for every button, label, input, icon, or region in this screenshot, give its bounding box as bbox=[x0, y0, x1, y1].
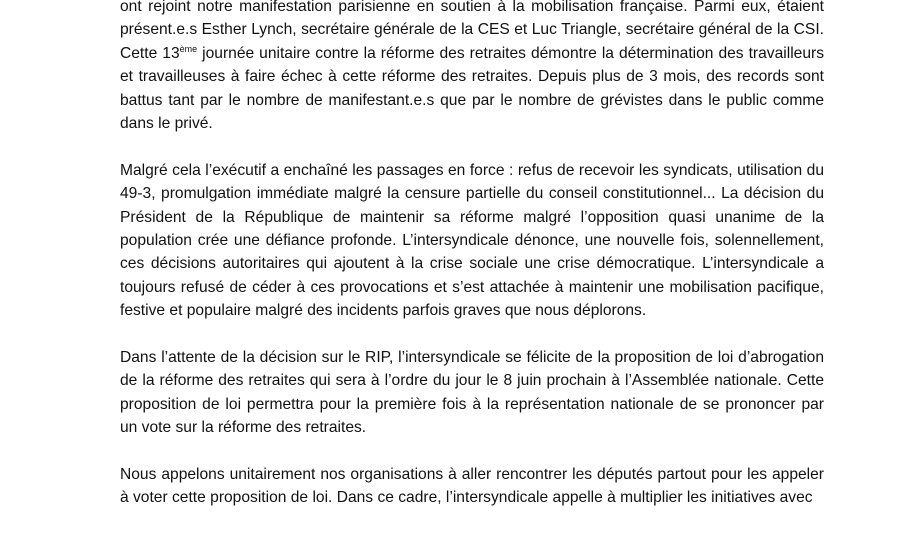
text-line: Président de la République de maintenir sa réforme malgré l’opposition quasi unanime de la bbox=[120, 208, 824, 226]
text-line: dans le privé. bbox=[120, 114, 213, 132]
text-line: 49-3, promulgation immédiate malgré la censure partielle du conseil constitutionnel... La décision du bbox=[120, 185, 824, 203]
text-line: population crée une défiance profonde. L’intersyndicale dénonce, une nouvelle fois, solennellement, bbox=[120, 231, 824, 249]
text-line: ces décisions autoritaires qui ajoutent à la crise sociale une crise démocratique. L’intersyndicale a bbox=[120, 255, 824, 273]
text-line bbox=[120, 42, 824, 65]
text-line: Dans l’attente de la décision sur le RIP, l’intersyndicale se félicite de la proposition de loi d’abrogation bbox=[120, 348, 824, 366]
document-body bbox=[120, 0, 824, 533]
text-line: ont rejoint notre manifestation parisienne en soutien à la mobilisation française. Parmi eux, étaient bbox=[120, 0, 824, 15]
line-text-before: Cette 13 bbox=[120, 44, 180, 62]
paragraph-4 bbox=[120, 463, 824, 510]
text-line: Nous appelons unitairement nos organisations à aller rencontrer les députés partout pour les appeler bbox=[120, 465, 824, 483]
ordinal-superscript: ème bbox=[179, 43, 198, 54]
text-line: battus tant par le nombre de manifestant.e.s que par le nombre de grévistes dans le public comme bbox=[120, 91, 824, 109]
text-line: un vote sur la réforme des retraites. bbox=[120, 419, 367, 437]
text-line: et travailleuses à faire échec à cette réforme des retraites. Depuis plus de 3 mois, des records sont bbox=[120, 68, 824, 86]
text-line: Malgré cela l’exécutif a enchaîné les passages en force : refus de recevoir les syndicats, utilisation du bbox=[120, 161, 824, 179]
text-line: présent.e.s Esther Lynch, secrétaire générale de la CES et Luc Triangle, secrétaire général de la CSI. bbox=[120, 21, 824, 39]
text-line: toujours refusé de céder à ces provocations et s’est attachée à maintenir une mobilisation pacifique, bbox=[120, 278, 824, 296]
paragraph-2 bbox=[120, 159, 824, 323]
text-line: proposition de loi permettra pour la première fois à la représentation nationale de se prononcer par bbox=[120, 395, 824, 413]
text-line: à voter cette proposition de loi. Dans ce cadre, l’intersyndicale appelle à multiplier les initiatives avec bbox=[120, 489, 813, 507]
paragraph-1 bbox=[120, 0, 824, 135]
text-line: de la réforme des retraites qui sera à l’ordre du jour le 8 juin prochain à l’Assemblée nationale. Cette bbox=[120, 372, 824, 390]
paragraph-3 bbox=[120, 346, 824, 440]
text-line: festive et populaire malgré des incidents parfois graves que nous déplorons. bbox=[120, 302, 647, 320]
line-text-after: journée unitaire contre la réforme des retraites démontre la détermination des travailleurs bbox=[197, 44, 824, 62]
